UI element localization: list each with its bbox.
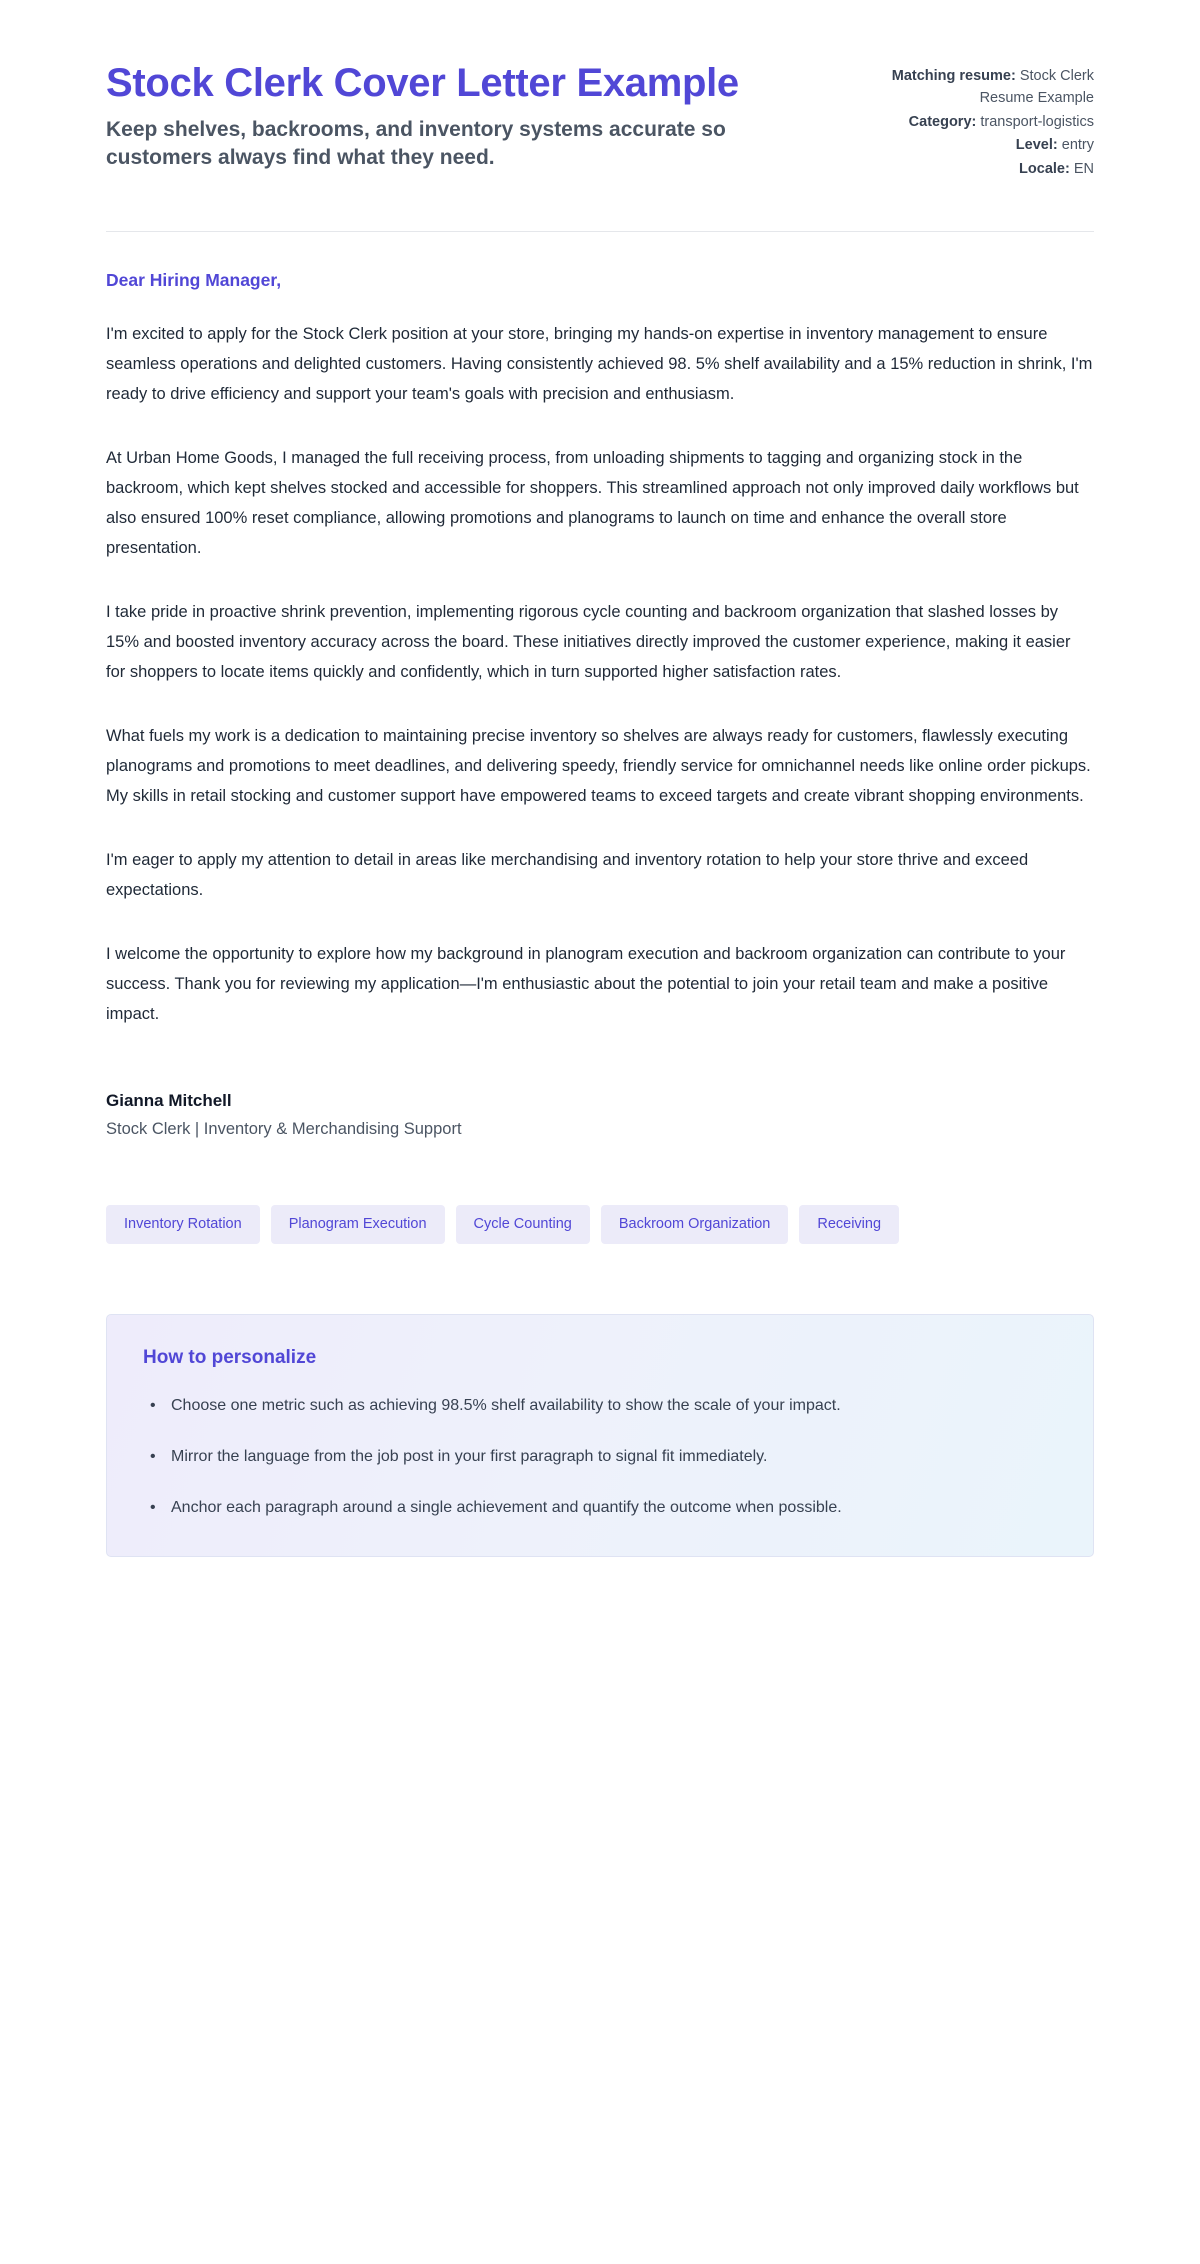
meta-category-label: Category: (908, 113, 977, 130)
letter-paragraphs (106, 319, 1094, 1029)
letter-body (106, 232, 1094, 1557)
callout-tip-list (143, 1391, 1057, 1522)
meta-level-label: Level: (1015, 137, 1058, 154)
header-title-block (106, 60, 826, 172)
meta-level (879, 135, 1094, 157)
page-title: Stock Clerk Cover Letter Example (106, 61, 739, 105)
letter-salutation: Dear Hiring Manager, (106, 269, 282, 290)
callout-tip-item: • Choose one metric such as achieving 98.5% shelf availability to show the scale of your impact. (167, 1391, 1057, 1420)
meta-level-value: entry (1061, 137, 1094, 154)
meta-locale-value: EN (1073, 161, 1094, 177)
meta-category-value: transport-logistics (980, 113, 1094, 130)
meta-matching-resume-value: Stock Clerk Resume Example (979, 68, 1094, 106)
skill-chip[interactable]: Inventory Rotation (106, 1205, 260, 1244)
letter-paragraph: I welcome the opportunity to explore how my background in planogram execution and backroom organization can contribute to your success. Thank you for reviewing my application—I'm enthusiastic about the potential to join your retail team and make a positive impact. (106, 944, 1066, 1024)
letter-paragraph: What fuels my work is a dedication to maintaining precise inventory so shelves are always ready for customers, flawlessly executing planograms and promotions to meet deadlines, and delivering speedy, friendly service for omnichannel needs like online order pickups. My skills in retail stocking and customer support have empowered teams to exceed targets and create vibrant shopping environments. (106, 726, 1091, 805)
skill-chip[interactable]: Receiving (799, 1205, 899, 1244)
meta-matching-resume (879, 66, 1094, 110)
signature-block (106, 1091, 1094, 1139)
meta-locale (879, 159, 1094, 181)
skill-chip-list (106, 1205, 1094, 1244)
personalize-callout (106, 1314, 1094, 1557)
page-subtitle: Keep shelves, backrooms, and inventory systems accurate so customers always find what they need. (106, 118, 726, 170)
letter-paragraph: I'm eager to apply my attention to detail in areas like merchandising and inventory rotation to help your store thrive and exceed expectations. (106, 850, 1029, 899)
letter-paragraph: I'm excited to apply for the Stock Clerk position at your store, bringing my hands-on expertise in inventory management to ensure seamless operations and delighted customers. Having consistently achieved 98. 5% shelf availability and a 15% reduction in shrink, I'm ready to drive efficiency and support your team's goals with precision and enthusiasm. (106, 324, 1093, 403)
skill-chip[interactable]: Backroom Organization (601, 1205, 789, 1244)
callout-tip-item: • Mirror the language from the job post in your first paragraph to signal fit immediately. (167, 1442, 1057, 1471)
callout-title: How to personalize (143, 1346, 317, 1368)
page-header (106, 44, 1094, 183)
letter-paragraph: I take pride in proactive shrink prevention, implementing rigorous cycle counting and backroom organization that slashed losses by 15% and boosted inventory accuracy across the board. These initiatives directly improved the customer experience, making it easier for shoppers to locate items quickly and confidently, which in turn supported higher satisfaction rates. (106, 602, 1071, 681)
skill-chip[interactable]: Cycle Counting (456, 1205, 590, 1244)
signature-name: Gianna Mitchell (106, 1091, 232, 1111)
callout-tip-item: • Anchor each paragraph around a single achievement and quantify the outcome when possible. (167, 1493, 1057, 1522)
document-metadata (879, 60, 1094, 183)
meta-locale-label: Locale: (1019, 161, 1070, 177)
meta-category (879, 112, 1094, 134)
signature-role: Stock Clerk | Inventory & Merchandising Support (106, 1120, 462, 1139)
skill-chip[interactable]: Planogram Execution (271, 1205, 445, 1244)
meta-matching-resume-label: Matching resume: (891, 68, 1016, 84)
letter-paragraph: At Urban Home Goods, I managed the full receiving process, from unloading shipments to tagging and organizing stock in the backroom, which kept shelves stocked and accessible for shoppers. This streamlined approach not only improved daily workflows but also ensured 100% reset compliance, allowing promotions and planograms to launch on time and enhance the overall store presentation. (106, 448, 1079, 557)
